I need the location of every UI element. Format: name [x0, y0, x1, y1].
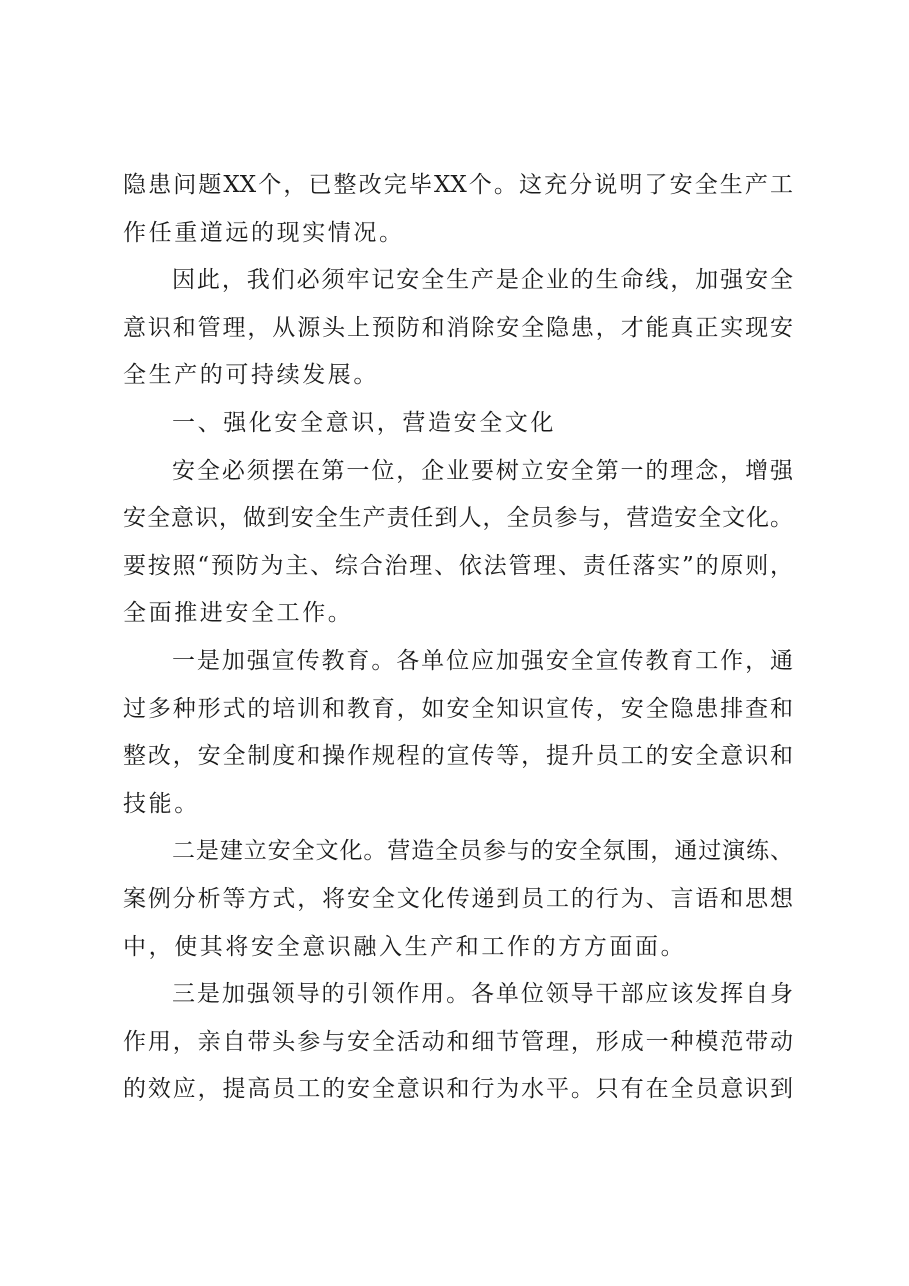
paragraph-line: 技能。: [123, 790, 200, 817]
paragraph-line: 安全意识，做到安全生产责任到人，全员参与，营造安全文化。: [123, 505, 793, 532]
paragraph-line: 安全必须摆在第一位，企业要树立安全第一的理念，增强: [172, 457, 793, 484]
paragraph-line: 整改，安全制度和操作规程的宣传等，提升员工的安全意识和: [123, 743, 793, 770]
paragraph-line: 全生产的可持续发展。: [123, 362, 379, 389]
paragraph-line: 因此，我们必须牢记安全生产是企业的生命线，加强安全: [172, 267, 793, 294]
paragraph-line: 意识和管理，从源头上预防和消除安全隐患，才能真正实现安: [123, 314, 793, 341]
paragraph-line: 一是加强宣传教育。各单位应加强安全宣传教育工作，通: [172, 647, 793, 674]
paragraph-line: 全面推进安全工作。: [123, 600, 354, 627]
paragraph-line: 作任重道远的现实情况。: [123, 219, 405, 246]
document-body: [123, 162, 793, 1114]
section-heading: 一、强化安全意识，营造安全文化: [172, 409, 556, 436]
paragraph-line: 三是加强领导的引领作用。各单位领导干部应该发挥自身: [172, 981, 793, 1008]
paragraph-line: 要按照“预防为主、综合治理、依法管理、责任落实”的原则，: [123, 552, 793, 579]
paragraph-line: 的效应，提高员工的安全意识和行为水平。只有在全员意识到: [123, 1076, 793, 1103]
paragraph-line: 中，使其将安全意识融入生产和工作的方方面面。: [123, 933, 687, 960]
paragraph-line: 二是建立安全文化。营造全员参与的安全氛围，通过演练、: [172, 838, 793, 865]
paragraph-line: 过多种形式的培训和教育，如安全知识宣传，安全隐患排查和: [123, 695, 793, 722]
paragraph-line: 案例分析等方式，将安全文化传递到员工的行为、言语和思想: [123, 885, 793, 912]
paragraph-line: 作用，亲自带头参与安全活动和细节管理，形成一种模范带动: [123, 1028, 793, 1055]
paragraph-line: 隐患问题XX个，已整改完毕XX个。这充分说明了安全生产工: [123, 172, 793, 198]
